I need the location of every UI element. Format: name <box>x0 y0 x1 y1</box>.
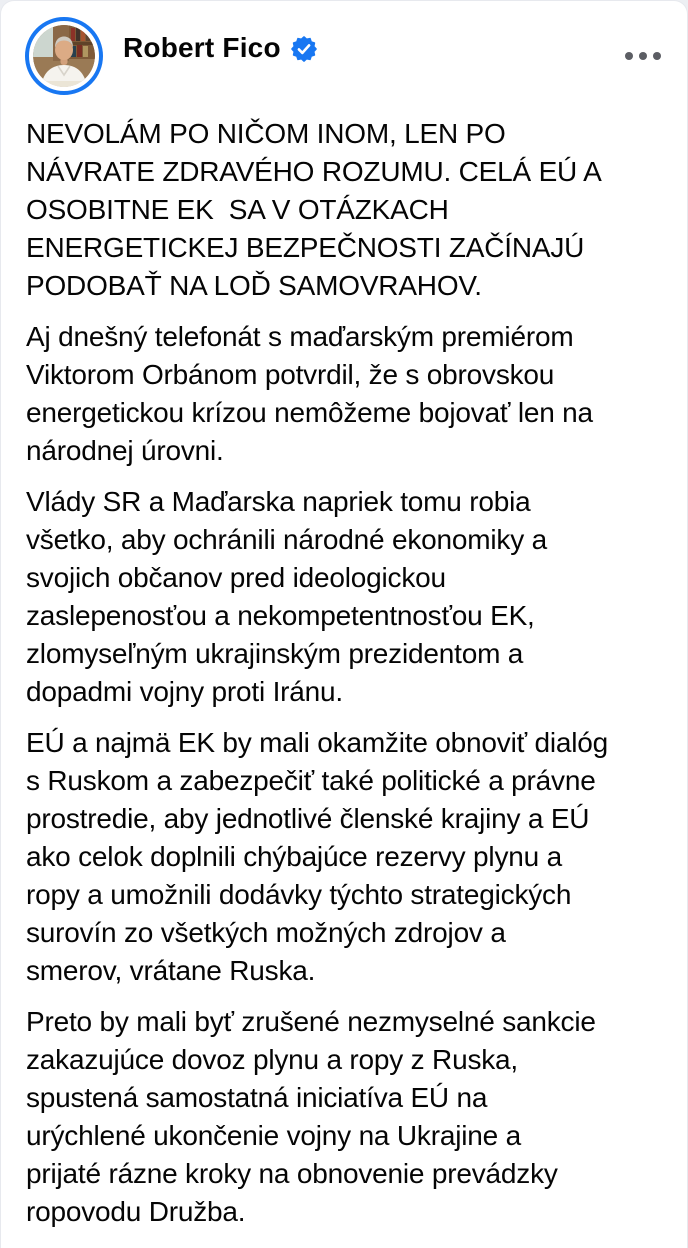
post-paragraph <box>26 1003 663 1231</box>
post-line: PODOBAŤ NA LOĎ SAMOVRAHOV. <box>26 270 482 301</box>
post-line: Vlády SR a Maďarska napriek tomu robia <box>26 486 531 517</box>
post-line: NEVOLÁM PO NIČOM INOM, LEN PO <box>26 118 506 149</box>
more-options-icon <box>625 52 633 60</box>
avatar[interactable] <box>25 17 103 95</box>
more-options-button[interactable] <box>623 48 663 64</box>
post-line: národnej úrovni. <box>26 435 224 466</box>
post-line: zaslepenosťou a nekompetentnosťou EK, <box>26 600 535 631</box>
avatar-photo <box>33 25 95 87</box>
post-line: ENERGETICKEJ BEZPEČNOSTI ZAČÍNAJÚ <box>26 232 585 263</box>
post-line: surovín zo všetkých možných zdrojov a <box>26 917 506 948</box>
name-row <box>123 31 317 65</box>
post-line: svojich občanov pred ideologickou <box>26 562 446 593</box>
post-line: všetko, aby ochránili národné ekonomiky a <box>26 524 547 555</box>
post-line: s Ruskom a zabezpečiť také politické a právne <box>26 765 596 796</box>
post-line: ropy a umožnili dodávky týchto strategických <box>26 879 572 910</box>
post-paragraph <box>26 115 663 305</box>
post-line: Aj dnešný telefonát s maďarským premiérom <box>26 321 574 352</box>
post-paragraph <box>26 318 663 470</box>
post-paragraph <box>26 483 663 711</box>
post-line: urýchlené ukončenie vojny na Ukrajine a <box>26 1120 521 1151</box>
profile-name[interactable]: Robert Fico <box>123 32 281 63</box>
post-line: EÚ a najmä EK by mali okamžite obnoviť dialóg <box>26 727 609 758</box>
post-line: ako celok doplnili chýbajúce rezervy plynu a <box>26 841 562 872</box>
post-line: zakazujúce dovoz plynu a ropy z Ruska, <box>26 1044 518 1075</box>
post-line: dopadmi vojny proti Iránu. <box>26 676 343 707</box>
post-line: Preto by mali byť zrušené nezmyselné sankcie <box>26 1006 596 1037</box>
more-options-icon <box>653 52 661 60</box>
post-line: smerov, vrátane Ruska. <box>26 955 316 986</box>
post-paragraph <box>26 724 663 990</box>
post-line: prostredie, aby jednotlivé členské krajiny a EÚ <box>26 803 590 834</box>
post-line: NÁVRATE ZDRAVÉHO ROZUMU. CELÁ EÚ A <box>26 156 602 187</box>
post-line: energetickou krízou nemôžeme bojovať len na <box>26 397 593 428</box>
post-line: zlomyseľným ukrajinským prezidentom a <box>26 638 524 669</box>
more-options-icon <box>639 52 647 60</box>
post-line: spustená samostatná iniciatíva EÚ na <box>26 1082 488 1113</box>
post-header <box>1 1 687 95</box>
verified-badge-icon <box>291 36 317 62</box>
post-line: ropovodu Družba. <box>26 1196 246 1227</box>
post-line: prijaté rázne kroky na obnovenie prevádzky <box>26 1158 558 1189</box>
post-line: OSOBITNE EK SA V OTÁZKACH <box>26 194 449 225</box>
post-body <box>1 95 687 1231</box>
post-line: Viktorom Orbánom potvrdil, že s obrovskou <box>26 359 555 390</box>
